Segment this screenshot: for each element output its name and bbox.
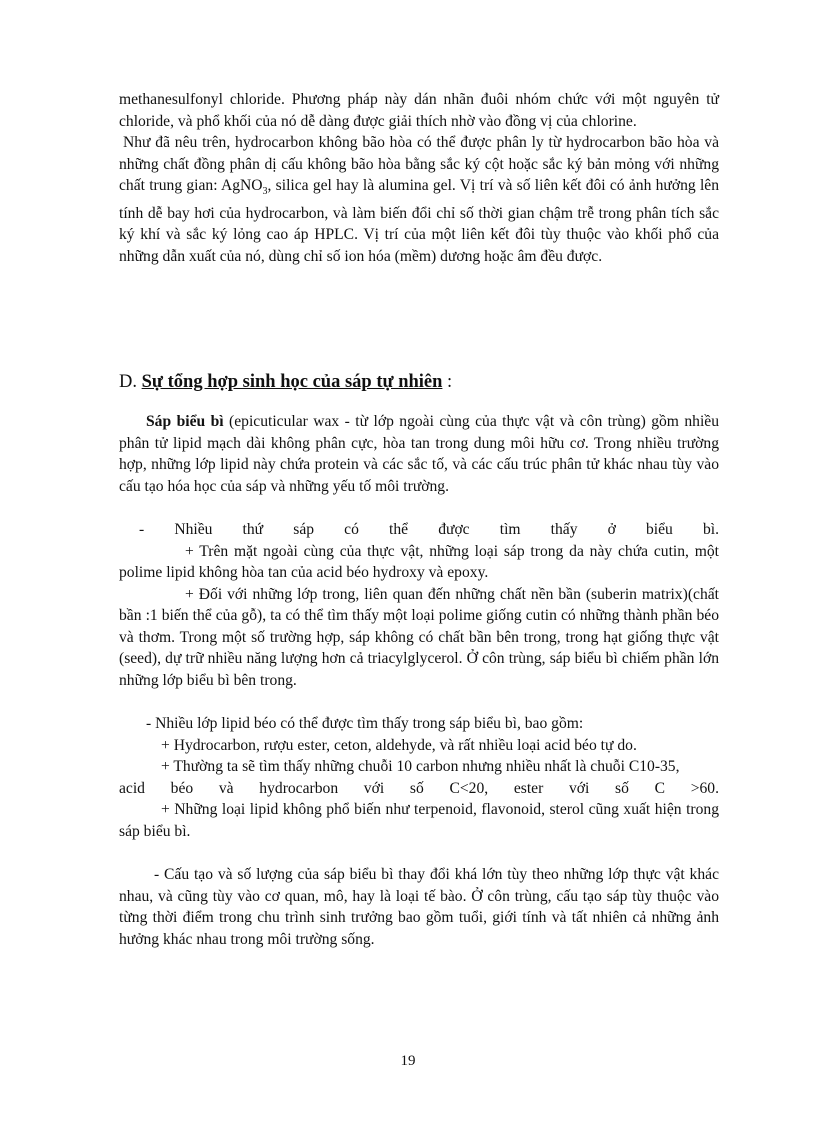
block2-plus-b: + Thường ta sẽ tìm thấy những chuỗi 10 carbon nhưng nhiều nhất là chuỗi C10-35, [161,758,680,776]
intro-term: Sáp biểu bì [146,413,224,431]
section-suffix: : [442,372,453,393]
block3-paragraph: - Cấu tạo và số lượng của sáp biểu bì thay đổi khá lớn tùy theo những lớp thực vật khác nhau, và cũng tùy vào cơ quan, mô, hay là loại tế bào. Ở côn trùng, cấu tạo sáp tùy thuộc vào từng thời điểm trong chu trình sinh trưởng bao gồm tuổi, giới tính và tất nhiên cả những ảnh hưởng khác nhau trong môi trường sống. [119,866,719,948]
paragraph-hydrocarbon [119,132,719,267]
block2-plus-d: + Những loại lipid không phổ biến như terpenoid, flavonoid, sterol cũng xuất hiện trong sáp biểu bì. [119,801,719,840]
paragraph-hydrocarbon-part1: Như đã nêu trên, hydrocarbon không bão hòa có thể được phân ly từ hydrocarbon bão hòa và những chất đồng phân dị cấu không bão hòa bằng sắc ký cột hoặc sắc ký bản mỏng với những chất trung gian: AgNO [119,134,719,194]
section-title: Sự tổng hợp sinh học của sáp tự nhiên [141,372,443,393]
intro-paragraph [119,411,719,497]
section-heading [119,369,719,395]
paragraph-methanesulfonyl: methanesulfonyl chloride. Phương pháp này dán nhãn đuôi nhóm chức với một nguyên tử chloride, và phổ khối của nó dễ dàng được giải thích nhờ vào đồng vị của chlorine. [119,91,719,130]
section-prefix: D. [119,372,142,393]
block1-dash: - Nhiều thứ sáp có thể được tìm thấy ở biểu bì. [139,521,719,539]
page-number: 19 [400,1053,416,1069]
subscript-3: 3 [262,186,268,198]
intro-text: (epicuticular wax - từ lớp ngoài cùng của thực vật và côn trùng) gồm nhiều phân tử lipid mạch dài không phân cực, hòa tan trong dung môi hữu cơ. Trong nhiều trường hợp, những lớp lipid này chứa protein và các sắc tố, và các cấu trúc phân tử khác nhau tùy vào cấu tạo hóa học của sáp và những yếu tố môi trường. [119,413,719,495]
paragraph-hydrocarbon-part2: , silica gel hay là alumina gel. Vị trí và số liên kết đôi có ảnh hưởng lên tính dễ bay hơi của hydrocarbon, và làm biến đổi chỉ số thời gian chậm trễ trong phân tích sắc ký khí và sắc ký lỏng cao áp HPLC. Vị trí của một liên kết đôi tùy thuộc vào khối phổ của những dẫn xuất của nó, dùng chỉ số ion hóa (mềm) dương hoặc âm đều được. [119,177,719,265]
block2-plus-a: + Hydrocarbon, rượu ester, ceton, aldehyde, và rất nhiều loại acid béo tự do. [161,736,637,754]
document-page [119,89,719,950]
block1-plus-a: + Trên mặt ngoài cùng của thực vật, những loại sáp trong da này chứa cutin, một polime lipid không hòa tan của acid béo hydroxy và epoxy. [119,542,719,582]
block2-line-c: acid béo và hydrocarbon với số C<20, ester với số C >60. [119,779,719,797]
block1-plus-b: + Đối với những lớp trong, liên quan đến những chất nền bần (suberin matrix)(chất bần :1 biến thể của gỗ), ta có thể tìm thấy một loại polime giống cutin có những thành phần béo và thơm. Trong một số trường hợp, sáp không có chất bần bên trong, trong hạt giống thực vật (seed), dự trữ nhiều năng lượng hơn cả triacylglycerol. Ở côn trùng, sáp biểu bì chiếm phần lớn những lớp biểu bì bên trong. [119,585,719,689]
block2-dash: - Nhiều lớp lipid béo có thể được tìm thấy trong sáp biểu bì, bao gồm: [146,715,584,733]
